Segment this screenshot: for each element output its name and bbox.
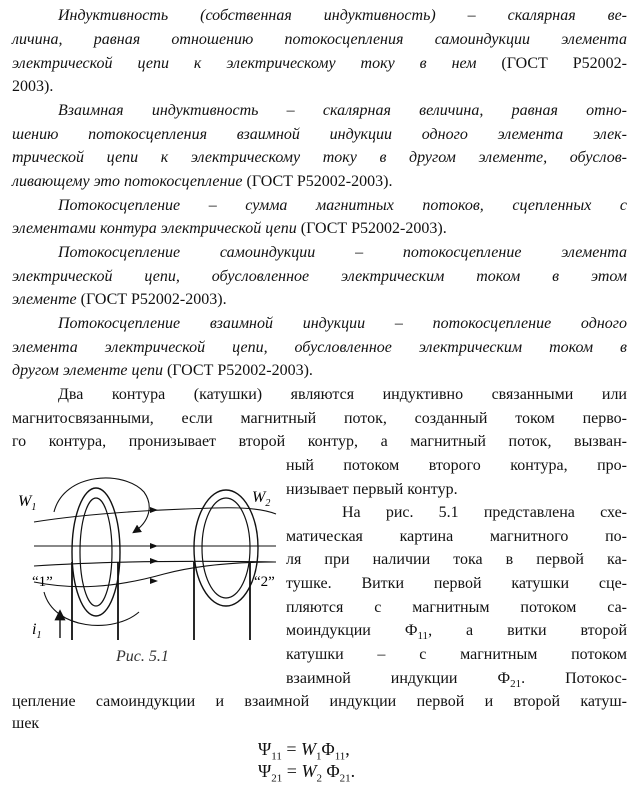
p7-line-9: цепление самоиндукции и взаимной индукции первой и второй катуш- [12, 693, 627, 710]
p7-line-4: тушке. Витки первой катушки сце- [286, 575, 627, 592]
p6-line-4: ный потоком второго контура, про- [286, 457, 627, 474]
i1-label: $i_1$ [32, 621, 42, 641]
flux-arrow-4 [150, 578, 158, 584]
p6-line-2: магнитосвязанными, если магнитный поток, созданный током перво- [12, 410, 627, 427]
p5-line-1: Потокосцепление взаимной индукции – потокосцепление одного [58, 315, 627, 332]
coil-2-label: “2” [254, 574, 275, 590]
flux-arrow-3 [150, 558, 158, 564]
formula-psi-21: $\Psi_{21} = W_2$ $\Phi_{21}$. [258, 761, 356, 785]
p1-line-3: электрической цепи к электрическому току в нем (ГОСТ Р52002- [12, 55, 628, 72]
p7-line-6: моиндукции $Ф_{11}$, а витки второй [286, 622, 628, 643]
p4-line-3: элементе (ГОСТ Р52002-2003). [12, 291, 227, 308]
p6-line-3: го контура, пронизывает второй контур, а магнитный поток, вызван- [12, 433, 627, 450]
p2-line-3: трической цепи к электрическому току в другом элементе, обуслов- [12, 149, 627, 166]
p7-line-7: катушки – с магнитным потоком [286, 646, 627, 663]
p7-line-8: взаимной индукции $Ф_{21}$. Потокос- [286, 670, 627, 691]
p5-line-3: другом элементе цепи (ГОСТ Р52002-2003). [12, 362, 313, 379]
p7-line-5: пляются с магнитным потоком са- [286, 599, 627, 616]
flux-arrow-1 [150, 507, 158, 513]
p3-line-1: Потокосцепление – сумма магнитных потоков, сцепленных с [58, 197, 627, 214]
p5-line-2: элемента электрической цепи, обусловленное электрическим током в [12, 339, 627, 356]
figure-5-1 [14, 462, 286, 652]
p7-line-10: шек [12, 715, 40, 732]
p1-line-2: личина, равная отношению потокосцепления самоиндукции элемента [12, 31, 627, 48]
p7-line-3: ля при наличии тока в первой ка- [286, 551, 627, 568]
flux-line-4 [34, 562, 276, 587]
coil-1-label: “1” [32, 574, 53, 590]
w1-label: $W_1$ [18, 493, 37, 513]
p2-line-1: Взаимная индуктивность – скалярная величина, равная отно- [58, 102, 627, 119]
p1-line-4: 2003). [12, 78, 54, 95]
p4-line-1: Потокосцепление самоиндукции – потокосцепление элемента [58, 244, 627, 261]
flux-loop-bottom [44, 592, 139, 625]
p7-line-2: матическая картина магнитного по- [286, 528, 627, 545]
p6-line-1: Два контура (катушки) являются индуктивно связанными или [58, 386, 627, 403]
p1-line-1: Индуктивность (собственная индуктивность) – скалярная ве- [58, 7, 627, 24]
w2-label: $W_2$ [252, 489, 271, 509]
coil-2-inner [202, 498, 250, 598]
flux-loop-top [54, 478, 149, 532]
p2-line-4: ливающему это потокосцепление (ГОСТ Р52002-2003). [12, 173, 393, 190]
p3-line-2: элементами контура электрической цепи (ГОСТ Р52002-2003). [12, 220, 447, 237]
formula-psi-11: $\Psi_{11} = W_1\Phi_{11}$, [258, 739, 350, 763]
coil-1-outer [72, 488, 120, 616]
figure-caption: Рис. 5.1 [116, 648, 169, 665]
p7-line-1: На рис. 5.1 представлена схе- [342, 504, 627, 521]
flux-arrow-2 [150, 543, 158, 549]
p6-line-5: низывает первый контур. [286, 481, 458, 498]
p2-line-2: шению потокосцепления взаимной индукции одного элемента элек- [12, 126, 627, 143]
p4-line-2: электрической цепи, обусловленное электрическим током в этом [12, 268, 627, 285]
